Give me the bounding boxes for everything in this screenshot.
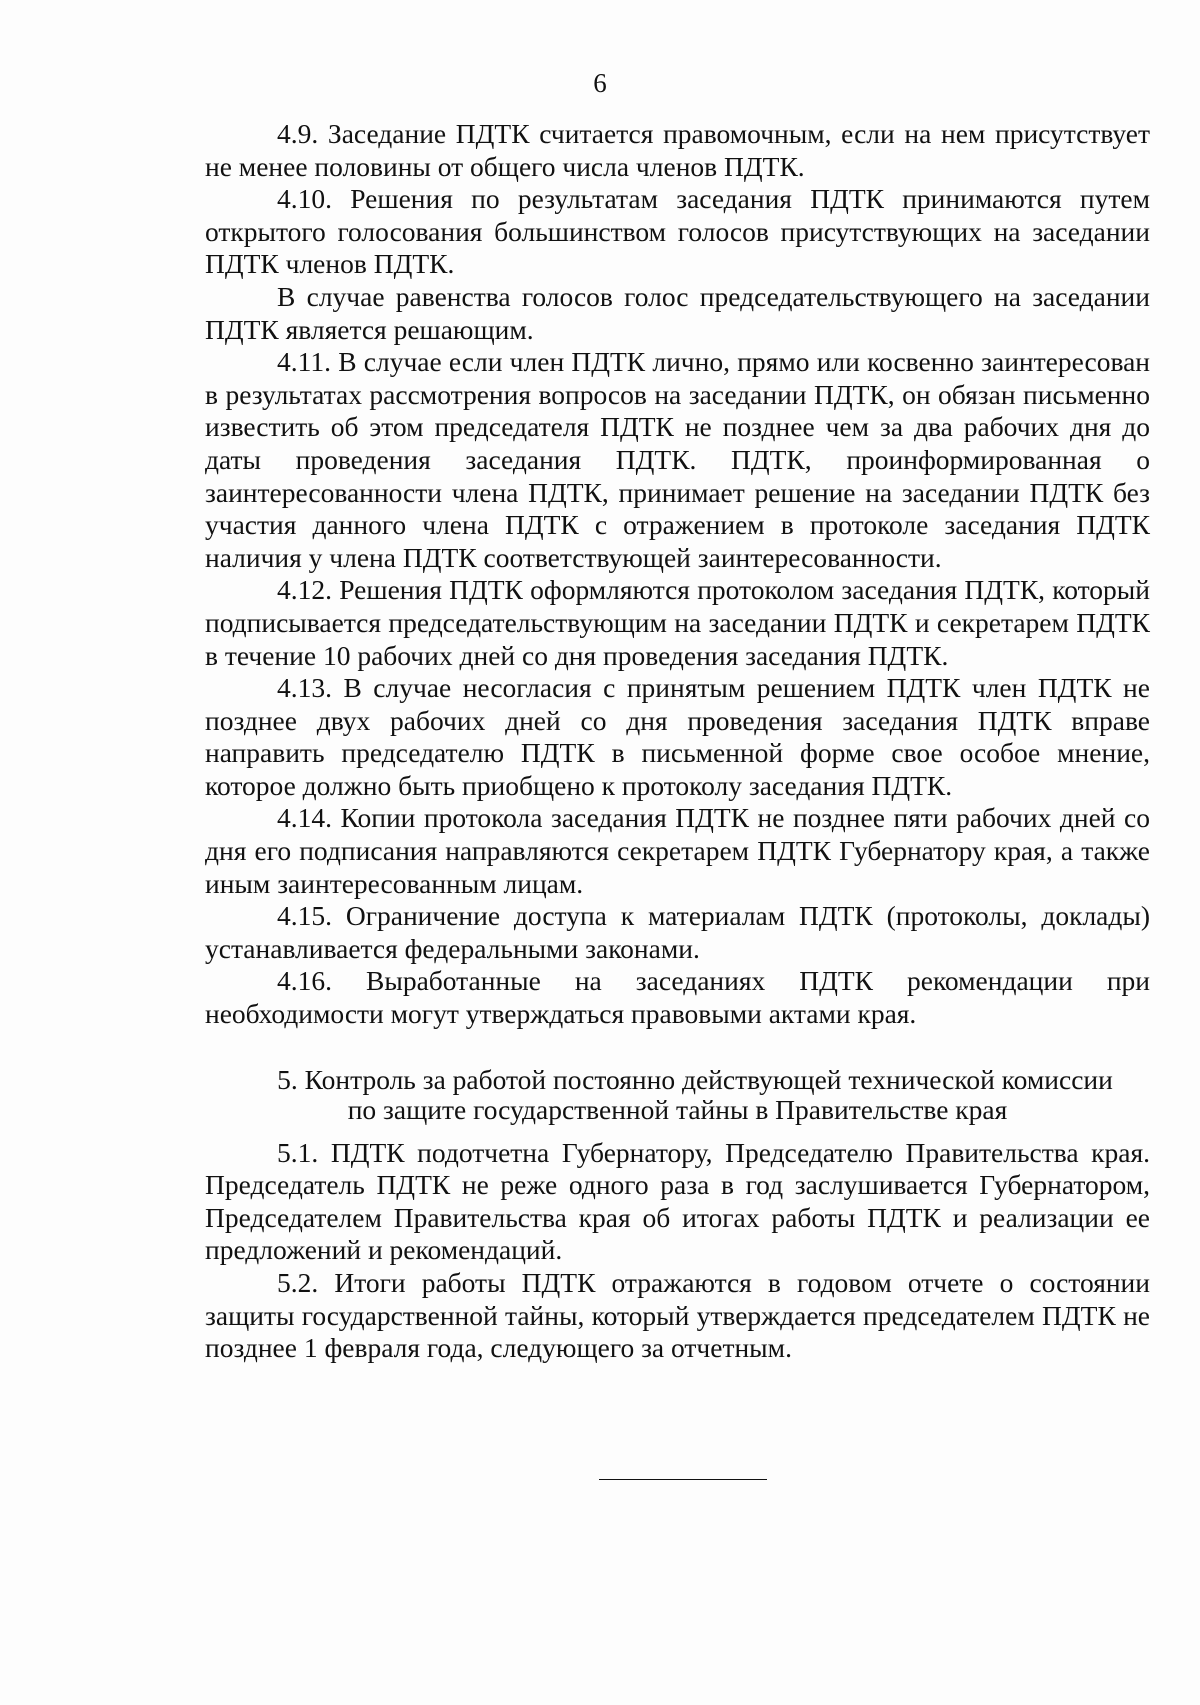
paragraph-5-2: 5.2. Итоги работы ПДТК отражаются в годовом отчете о состоянии защиты государственной тайны, который утверждается председателем ПДТК не позднее 1 февраля года, следующего за отчетным. xyxy=(205,1267,1150,1364)
section-heading-line-1: 5. Контроль за работой постоянно действующей технической комиссии xyxy=(277,1063,1113,1095)
paragraph-4-16: 4.16. Выработанные на заседаниях ПДТК рекомендации при необходимости могут утверждаться правовыми актами края. xyxy=(205,965,1150,1030)
page-number: 6 xyxy=(593,68,607,98)
paragraph-tie-vote: В случае равенства голосов голос председательствующего на заседании ПДТК является решающим. xyxy=(205,280,1150,345)
paragraph-4-10: 4.10. Решения по результатам заседания ПДТК принимаются путем открытого голосования большинством голосов присутствующих на заседании ПДТК членов ПДТК. xyxy=(205,183,1150,280)
paragraph-4-14: 4.14. Копии протокола заседания ПДТК не позднее пяти рабочих дней со дня его подписания направляются секретарем ПДТК Губернатору края, а также иным заинтересованным лицам. xyxy=(205,802,1150,899)
paragraph-4-9: 4.9. Заседание ПДТК считается правомочным, если на нем присутствует не менее половины от общего числа членов ПДТК. xyxy=(205,118,1150,182)
paragraph-4-11: 4.11. В случае если член ПДТК лично, прямо или косвенно заинтересован в результатах рассмотрения вопросов на заседании ПДТК, он обязан письменно известить об этом председателя ПДТК не позднее чем за два рабочих дня до даты проведения заседания ПДТК. ПДТК, проинформированная о заинтересованности члена ПДТК, принимает решение на заседании ПДТК без участия данного члена ПДТК с отражением в протоколе заседания ПДТК наличия у члена ПДТК соответствующей заинтересованности. xyxy=(205,346,1150,573)
document-body xyxy=(205,118,1150,1365)
section-5-heading xyxy=(205,1065,1150,1125)
end-of-document-rule xyxy=(599,1479,767,1480)
paragraph-4-15: 4.15. Ограничение доступа к материалам ПДТК (протоколы, доклады) устанавливается федеральными законами. xyxy=(205,900,1150,964)
paragraph-5-1: 5.1. ПДТК подотчетна Губернатору, Председателю Правительства края. Председатель ПДТК не реже одного раза в год заслушивается Губернатором, Председателем Правительства края об итогах работы ПДТК и реализации ее предложений и рекомендаций. xyxy=(205,1136,1150,1266)
paragraph-4-13: 4.13. В случае несогласия с принятым решением ПДТК член ПДТК не позднее двух рабочих дней со дня проведения заседания ПДТК вправе направить председателю ПДТК в письменной форме свое особое мнение, которое должно быть приобщено к протоколу заседания ПДТК. xyxy=(205,672,1150,801)
section-heading-line-2: по защите государственной тайны в Правительстве края xyxy=(347,1093,1008,1125)
paragraph-4-12: 4.12. Решения ПДТК оформляются протоколом заседания ПДТК, который подписывается председательствующим на заседании ПДТК и секретарем ПДТК в течение 10 рабочих дней со дня проведения заседания ПДТК. xyxy=(205,574,1150,671)
